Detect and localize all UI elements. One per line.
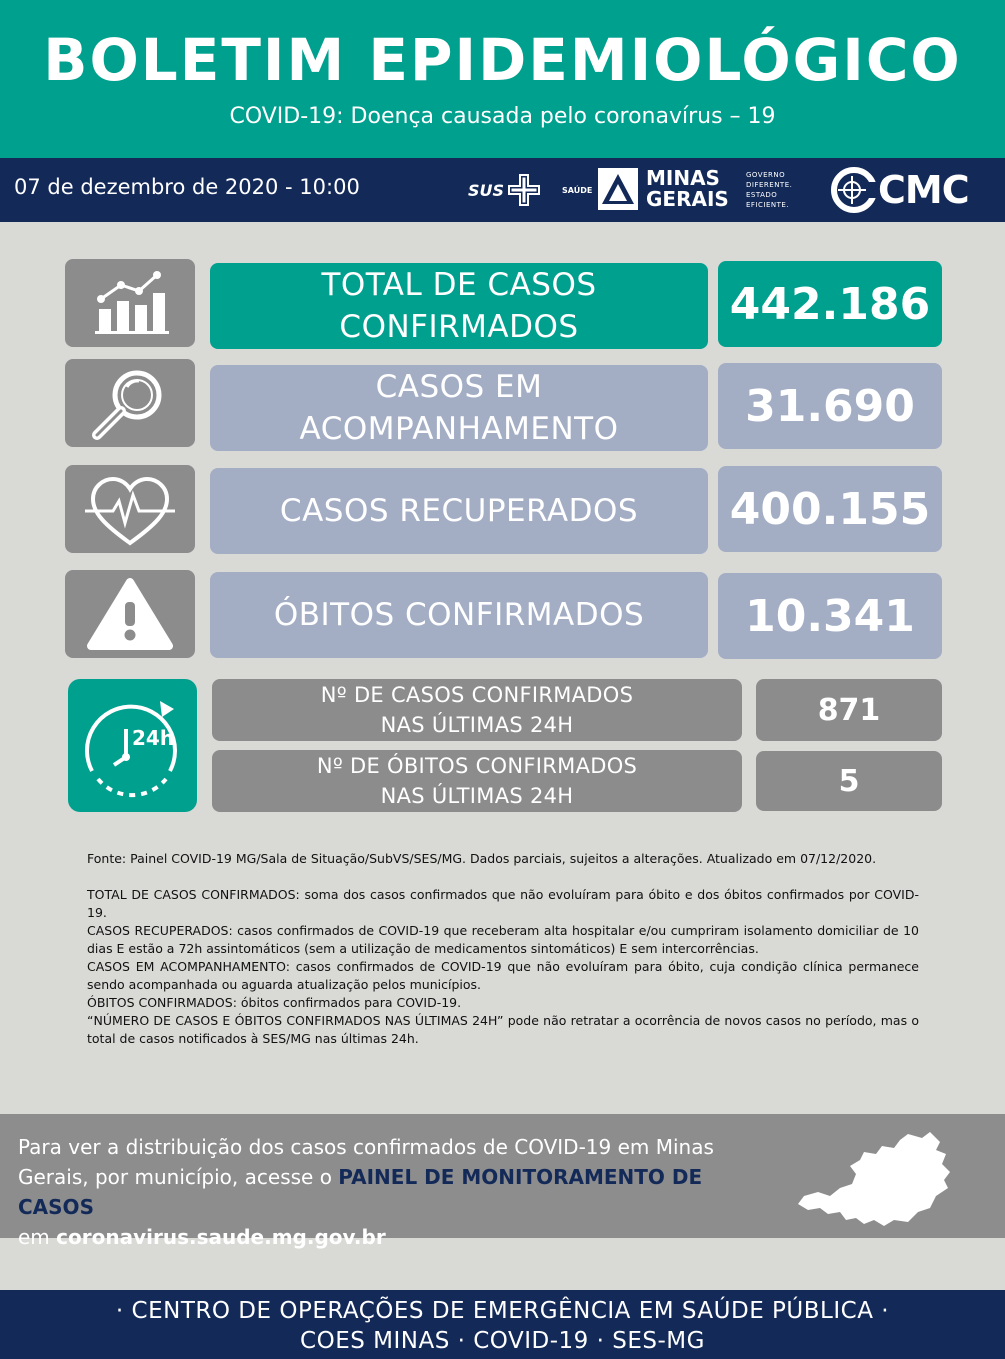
- total-cases-label-line1: TOTAL DE CASOS: [321, 267, 597, 303]
- deaths-24h-label: [212, 750, 742, 812]
- info-band: [0, 1114, 1005, 1249]
- cases-24h-label-line1: Nº DE CASOS CONFIRMADOS: [320, 683, 634, 707]
- sus-cross-icon: [508, 174, 540, 206]
- definition-24h: “NÚMERO DE CASOS E ÓBITOS CONFIRMADOS NAS ÚLTIMAS 24H” pode não retratar a ocorrência de novos casos no período, mas o total de casos notificados à SES/MG nas últimas 24h.: [87, 1013, 919, 1046]
- recovered-label: [210, 468, 708, 554]
- deaths-24h-value: 5: [756, 751, 942, 811]
- followup-label-line2: ACOMPANHAMENTO: [299, 411, 619, 447]
- header-banner: [0, 0, 1005, 158]
- tagline-line: ESTADO: [746, 191, 778, 199]
- minas-text: MINAS: [646, 166, 720, 190]
- deaths-value: 10.341: [718, 573, 942, 659]
- deaths-24h-label-line1: Nº DE ÓBITOS CONFIRMADOS: [316, 754, 638, 778]
- clock-24h-text: 24h: [132, 726, 175, 750]
- cmc-mark-icon: [828, 164, 880, 216]
- followup-label: [210, 365, 708, 451]
- info-text-part2: em: [18, 1225, 57, 1249]
- deaths-icon-box: [65, 570, 195, 658]
- clock-24h-icon: [68, 679, 197, 812]
- bulletin-date: 07 de dezembro de 2020 - 10:00: [14, 175, 360, 199]
- recovered-icon-box: [65, 465, 195, 553]
- cases-24h-label-line2: NAS ÚLTIMAS 24H: [380, 713, 574, 737]
- panel-link[interactable]: PAINEL DE MONITORAMENTO DE CASOS: [18, 1165, 703, 1219]
- minas-triangle-icon: [598, 168, 638, 210]
- definition-total: TOTAL DE CASOS CONFIRMADOS: soma dos casos confirmados que não evoluíram para óbito e dos óbitos confirmados por COVID-19.: [87, 887, 919, 920]
- tagline-line: DIFERENTE.: [746, 181, 793, 189]
- tagline-line: EFICIENTE.: [746, 201, 790, 209]
- sus-logo: [468, 172, 546, 208]
- governo-tagline: [746, 170, 792, 210]
- minas-gerais-map-icon: [790, 1124, 990, 1234]
- minas-gerais-logo: [562, 168, 802, 212]
- definition-recovered: CASOS RECUPERADOS: casos confirmados de COVID-19 que receberam alta hospitalar e/ou cumpriram isolamento domiciliar de 10 dias E estão a 72h assintomáticos (sem a utilização de medicamentos sintomáticos) E sem intercorrências.: [87, 923, 919, 956]
- info-text: [18, 1132, 778, 1252]
- date-bar: [0, 158, 1005, 222]
- followup-label-line1: CASOS EM: [375, 369, 543, 405]
- tagline-line: GOVERNO: [746, 171, 786, 179]
- cases-24h-label: [212, 679, 742, 741]
- cmc-logo: [828, 164, 990, 216]
- footer-line2: COES MINAS · COVID-19 · SES-MG: [300, 1328, 705, 1354]
- deaths-label-line1: ÓBITOS CONFIRMADOS: [273, 597, 645, 633]
- recovered-label-line1: CASOS RECUPERADOS: [279, 493, 639, 529]
- clock-24h-box: [68, 679, 197, 812]
- deaths-24h-label-line2: NAS ÚLTIMAS 24H: [380, 784, 574, 808]
- page-subtitle: COVID-19: Doença causada pelo coronavírus – 19: [229, 104, 776, 129]
- cmc-logo-text: CMC: [878, 168, 969, 212]
- page-title: BOLETIM EPIDEMIOLÓGICO: [43, 26, 962, 94]
- source-note: Fonte: Painel COVID-19 MG/Sala de Situação/SubVS/SES/MG. Dados parciais, sujeitos a alterações. Atualizado em 07/12/2020.: [87, 851, 877, 866]
- total-cases-icon-box: [65, 259, 195, 347]
- cases-24h-value: 871: [756, 679, 942, 741]
- notes-section: [87, 850, 919, 1048]
- followup-value: 31.690: [718, 363, 942, 449]
- footer: [0, 1290, 1005, 1359]
- total-cases-label-line2: CONFIRMADOS: [339, 309, 579, 345]
- info-text-part1: Para ver a distribuição dos casos confirmados de COVID-19 em Minas Gerais, por município, acesse o: [18, 1135, 714, 1189]
- heartbeat-icon: [65, 465, 195, 553]
- total-cases-label: [210, 263, 708, 349]
- bar-chart-icon: [65, 259, 195, 347]
- saude-text: SAÚDE: [562, 186, 593, 195]
- definition-followup: CASOS EM ACOMPANHAMENTO: casos confirmados de COVID-19 que não evoluíram para óbito, cuja condição clínica permanece sendo acompanhada ou aguarda atualização pelos municípios.: [87, 959, 919, 992]
- gerais-text: GERAIS: [646, 187, 729, 211]
- sus-logo-text: SUS: [468, 181, 505, 200]
- warning-icon: [65, 570, 195, 658]
- definition-deaths: ÓBITOS CONFIRMADOS: óbitos confirmados para COVID-19.: [87, 995, 462, 1010]
- site-link[interactable]: coronavirus.saude.mg.gov.br: [56, 1225, 386, 1249]
- followup-icon-box: [65, 359, 195, 447]
- deaths-label: [210, 572, 708, 658]
- minas-gerais-wordmark: [646, 168, 729, 210]
- total-cases-value: 442.186: [718, 261, 942, 347]
- magnifier-icon: [65, 359, 195, 447]
- footer-line1: · CENTRO DE OPERAÇÕES DE EMERGÊNCIA EM SAÚDE PÚBLICA ·: [115, 1298, 890, 1324]
- recovered-value: 400.155: [718, 466, 942, 552]
